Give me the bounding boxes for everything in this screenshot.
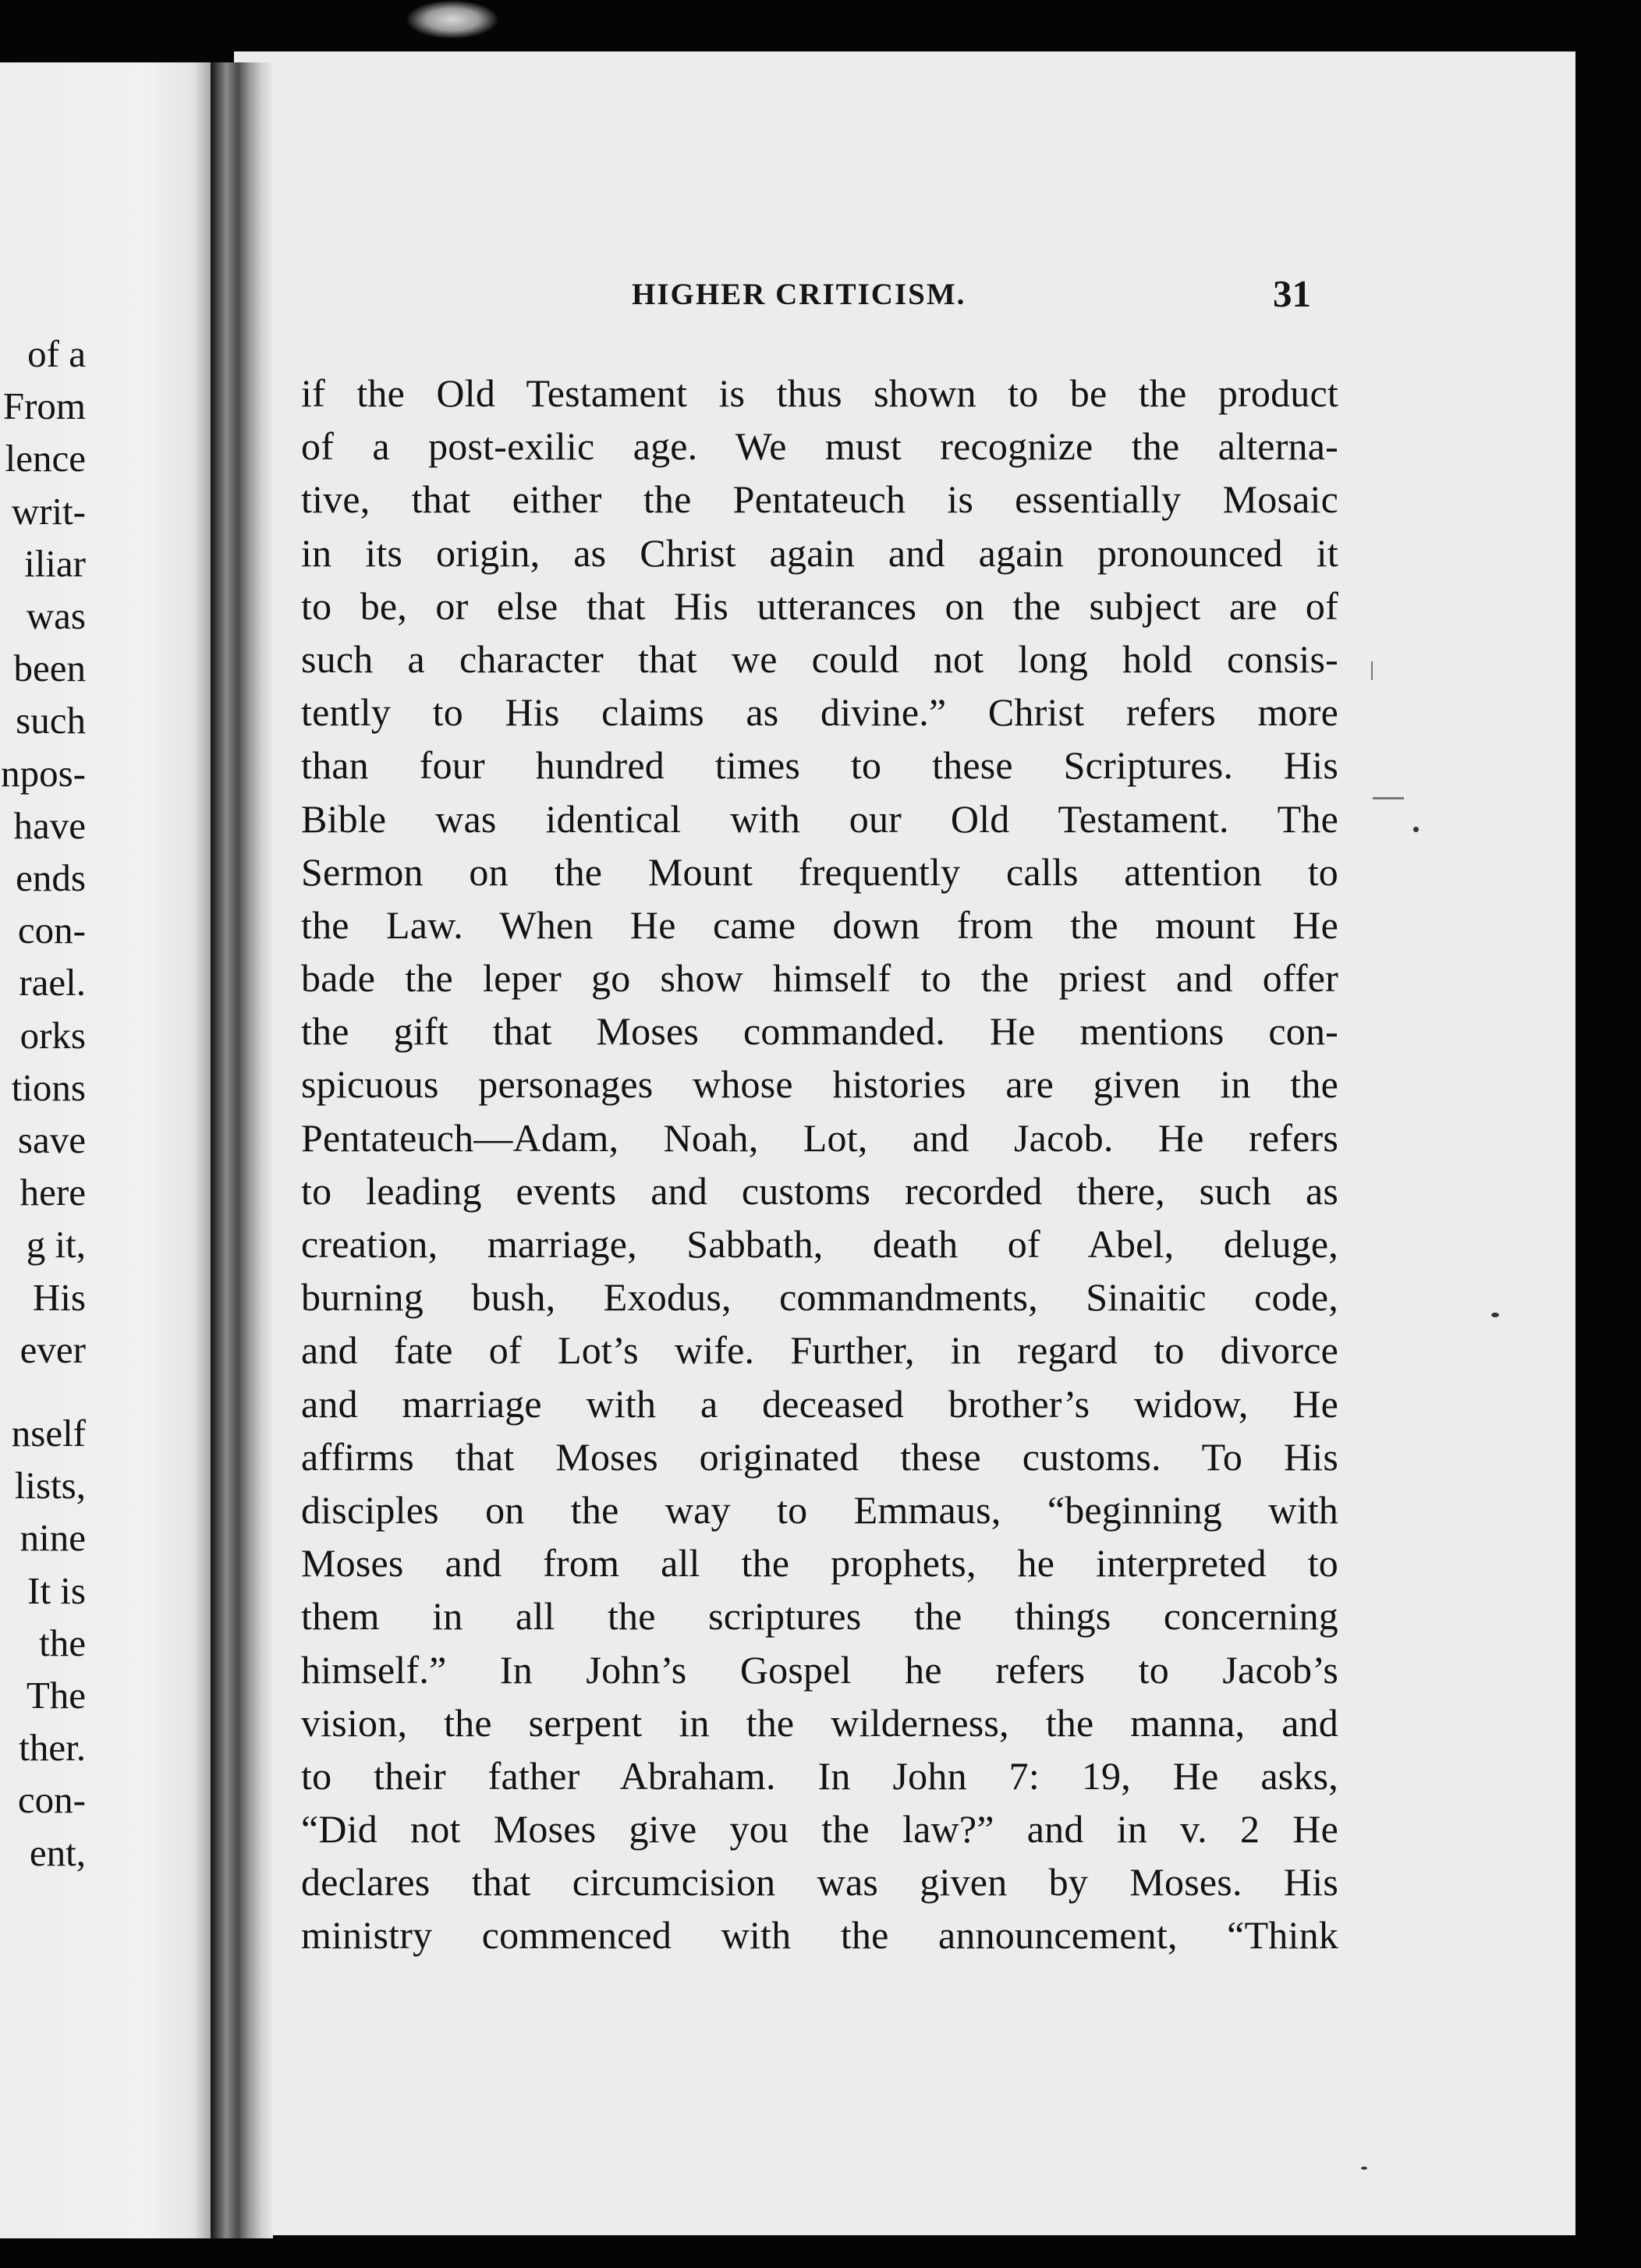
left-page-line: con-: [17, 1778, 86, 1822]
left-page-line: been: [13, 647, 86, 690]
text-line: to their father Abraham. In John 7: 19, He asks,: [301, 1753, 1338, 1798]
book-gutter-shadow: [195, 62, 273, 2238]
left-page-line: ther.: [19, 1726, 86, 1770]
text-line: himself.” In John’s Gospel he refers to Jacob’s: [301, 1647, 1338, 1692]
left-page-line: iliar: [24, 541, 86, 585]
text-line: and fate of Lot’s wife. Further, in regard to divorce: [301, 1328, 1338, 1373]
text-line: Sermon on the Mount frequently calls attention to: [301, 849, 1338, 894]
text-line: creation, marriage, Sabbath, death of Abel, deluge,: [301, 1222, 1338, 1266]
text-line: in its origin, as Christ again and again pronounced it: [301, 530, 1338, 575]
text-line: to leading events and customs recorded there, such as: [301, 1168, 1338, 1213]
text-line: vision, the serpent in the wilderness, the manna, and: [301, 1700, 1338, 1745]
left-page-line: save: [17, 1118, 86, 1161]
left-page-line: writ-: [11, 489, 86, 533]
left-page-line: npos-: [1, 751, 86, 795]
scan-mark: [1371, 661, 1373, 680]
left-page-line: The: [26, 1674, 86, 1717]
text-line: of a post-exilic age. We must recognize the alterna-: [301, 424, 1338, 469]
scan-mark: [1373, 797, 1404, 799]
text-line: declares that circumcision was given by Moses. His: [301, 1860, 1338, 1905]
text-line: affirms that Moses originated these customs. To His: [301, 1434, 1338, 1479]
text-line: “Did not Moses give you the law?” and in v. 2 He: [301, 1807, 1338, 1852]
left-page-line: lists,: [14, 1464, 86, 1508]
text-line: the gift that Moses commanded. He mentions con-: [301, 1009, 1338, 1054]
left-page-line: here: [19, 1171, 86, 1214]
running-head-title: HIGHER CRITICISM.: [632, 278, 966, 311]
left-page-fragment: [0, 62, 211, 2238]
text-line: them in all the scriptures the things concerning: [301, 1594, 1338, 1639]
text-line: tive, that either the Pentateuch is essentially Mosaic: [301, 477, 1338, 522]
text-line: ministry commenced with the announcement, “Think: [301, 1913, 1338, 1958]
left-page-line: of a: [27, 332, 86, 375]
left-page-line: g it,: [26, 1223, 86, 1267]
text-line: Moses and from all the prophets, he interpreted to: [301, 1541, 1338, 1586]
scan-speck: [1413, 827, 1419, 832]
scan-speck: [1361, 2167, 1367, 2170]
left-page-line: nine: [19, 1516, 86, 1560]
left-page-line: the: [39, 1621, 86, 1664]
text-line: and marriage with a deceased brother’s widow, He: [301, 1381, 1338, 1426]
text-line: spicuous personages whose histories are given in the: [301, 1062, 1338, 1107]
body-text: [301, 367, 1338, 1962]
text-line: tently to His claims as divine.” Christ refers more: [301, 690, 1338, 735]
left-page-line: His: [32, 1275, 86, 1319]
text-line: than four hundred times to these Scriptures. His: [301, 743, 1338, 788]
text-line: disciples on the way to Emmaus, “beginning with: [301, 1487, 1338, 1532]
left-page-line: was: [26, 594, 86, 637]
scan-smudge: [406, 0, 499, 39]
text-line: if the Old Testament is thus shown to be the product: [301, 371, 1338, 415]
left-page-line: rael.: [19, 961, 86, 1005]
left-page-line: nself: [11, 1412, 86, 1455]
left-page-line: ever: [19, 1327, 86, 1371]
text-line: burning bush, Exodus, commandments, Sinaitic code,: [301, 1275, 1338, 1320]
text-line: such a character that we could not long hold consis-: [301, 636, 1338, 681]
left-page-line: have: [13, 803, 86, 847]
text-line: to be, or else that His utterances on the subject are of: [301, 583, 1338, 628]
text-line: Bible was identical with our Old Testament. The: [301, 796, 1338, 841]
left-page-line: such: [16, 699, 86, 742]
left-page-line: lence: [5, 437, 86, 480]
text-line: bade the leper go show himself to the priest and offer: [301, 956, 1338, 1001]
left-page-line: ent,: [29, 1830, 86, 1874]
text-line: the Law. When He came down from the mount He: [301, 902, 1338, 947]
left-page-line: con-: [17, 909, 86, 952]
text-line: Pentateuch—Adam, Noah, Lot, and Jacob. He refers: [301, 1115, 1338, 1160]
page-number: 31: [1273, 272, 1311, 315]
left-page-line: orks: [19, 1013, 86, 1057]
left-page-line: It is: [27, 1568, 86, 1612]
left-page-line: ends: [16, 856, 86, 899]
left-page-line: tions: [11, 1065, 86, 1109]
scan-speck: [1491, 1313, 1499, 1317]
left-page-line: From: [2, 384, 86, 428]
